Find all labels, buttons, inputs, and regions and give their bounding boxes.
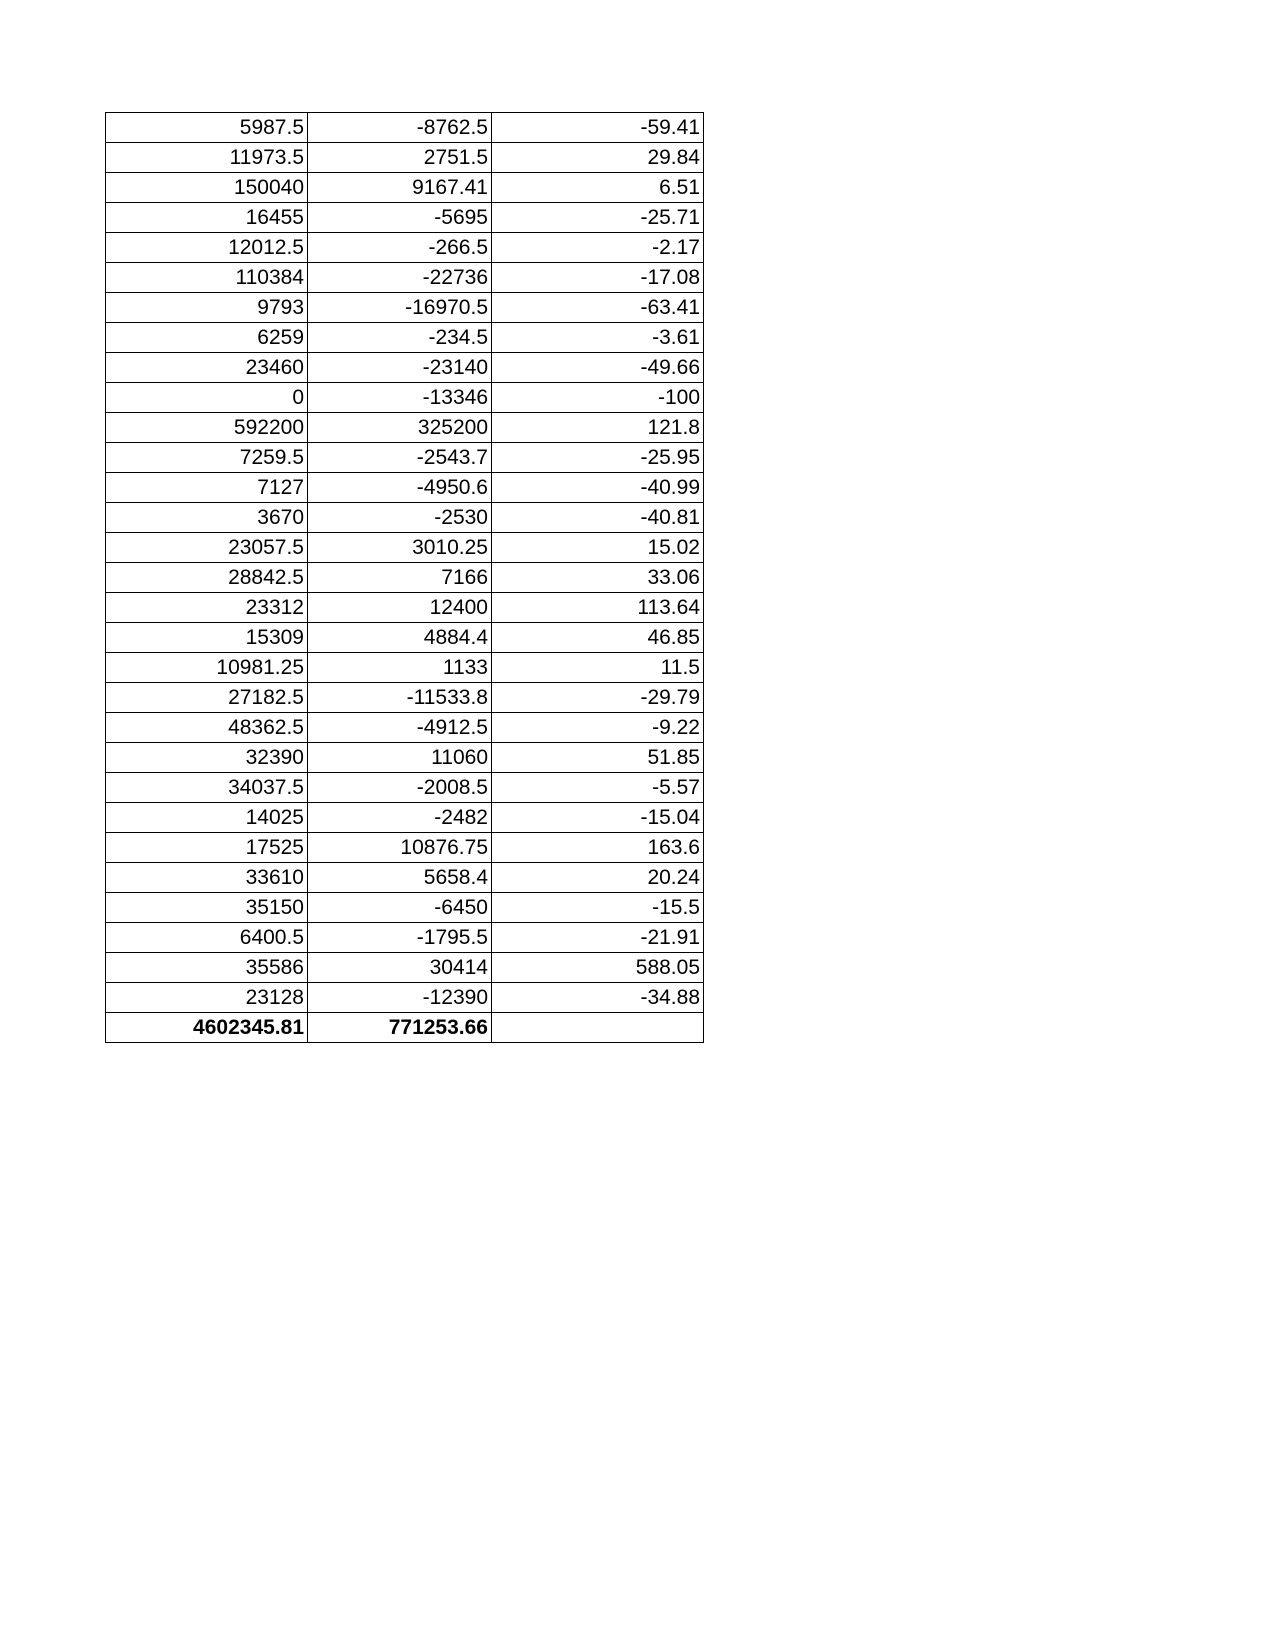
table-cell: 10876.75 bbox=[308, 833, 492, 863]
table-cell: 5987.5 bbox=[106, 113, 308, 143]
table-cell: -234.5 bbox=[308, 323, 492, 353]
table-cell: 11973.5 bbox=[106, 143, 308, 173]
table-cell: -40.81 bbox=[492, 503, 704, 533]
table-row bbox=[106, 683, 704, 713]
table-row bbox=[106, 893, 704, 923]
table-cell: -40.99 bbox=[492, 473, 704, 503]
table-cell: -1795.5 bbox=[308, 923, 492, 953]
total-cell: 4602345.81 bbox=[106, 1013, 308, 1043]
table-cell: -5695 bbox=[308, 203, 492, 233]
table-row bbox=[106, 863, 704, 893]
table-cell: -29.79 bbox=[492, 683, 704, 713]
table-cell: 35586 bbox=[106, 953, 308, 983]
table-row bbox=[106, 113, 704, 143]
table-row bbox=[106, 953, 704, 983]
table-cell: -22736 bbox=[308, 263, 492, 293]
total-row bbox=[106, 1013, 704, 1043]
table-cell: 23128 bbox=[106, 983, 308, 1013]
table-row bbox=[106, 413, 704, 443]
table-cell: 163.6 bbox=[492, 833, 704, 863]
table-cell: 3670 bbox=[106, 503, 308, 533]
table-cell: 17525 bbox=[106, 833, 308, 863]
table-cell: 5658.4 bbox=[308, 863, 492, 893]
table-row bbox=[106, 533, 704, 563]
table-cell: 4884.4 bbox=[308, 623, 492, 653]
table-cell: -266.5 bbox=[308, 233, 492, 263]
table-row bbox=[106, 293, 704, 323]
table-cell: 6259 bbox=[106, 323, 308, 353]
table-cell: -25.95 bbox=[492, 443, 704, 473]
table-cell: 51.85 bbox=[492, 743, 704, 773]
table-cell: 7166 bbox=[308, 563, 492, 593]
table-cell: -25.71 bbox=[492, 203, 704, 233]
table-cell: 588.05 bbox=[492, 953, 704, 983]
table-cell: -59.41 bbox=[492, 113, 704, 143]
table-row bbox=[106, 383, 704, 413]
table-cell: -5.57 bbox=[492, 773, 704, 803]
data-table bbox=[105, 112, 704, 1043]
table-row bbox=[106, 353, 704, 383]
table-cell: 6400.5 bbox=[106, 923, 308, 953]
table-cell: 15309 bbox=[106, 623, 308, 653]
table-cell: 34037.5 bbox=[106, 773, 308, 803]
table-cell: 10981.25 bbox=[106, 653, 308, 683]
table-cell: 15.02 bbox=[492, 533, 704, 563]
table-cell: -8762.5 bbox=[308, 113, 492, 143]
table-cell: -2008.5 bbox=[308, 773, 492, 803]
table-cell: 7127 bbox=[106, 473, 308, 503]
table-row bbox=[106, 833, 704, 863]
table-cell: 325200 bbox=[308, 413, 492, 443]
table-cell: 9167.41 bbox=[308, 173, 492, 203]
table-row bbox=[106, 473, 704, 503]
table-cell: 16455 bbox=[106, 203, 308, 233]
table-cell: 33.06 bbox=[492, 563, 704, 593]
table-row bbox=[106, 233, 704, 263]
table-cell: -9.22 bbox=[492, 713, 704, 743]
table-row bbox=[106, 773, 704, 803]
table-cell: -16970.5 bbox=[308, 293, 492, 323]
table-cell: -12390 bbox=[308, 983, 492, 1013]
table-cell: 2751.5 bbox=[308, 143, 492, 173]
table-row bbox=[106, 443, 704, 473]
table-row bbox=[106, 173, 704, 203]
table-cell: -17.08 bbox=[492, 263, 704, 293]
table-cell: 9793 bbox=[106, 293, 308, 323]
table-cell: 6.51 bbox=[492, 173, 704, 203]
table-cell: 7259.5 bbox=[106, 443, 308, 473]
table-row bbox=[106, 983, 704, 1013]
table-cell: -63.41 bbox=[492, 293, 704, 323]
table-cell: 29.84 bbox=[492, 143, 704, 173]
table-cell: -15.04 bbox=[492, 803, 704, 833]
table-cell: -2.17 bbox=[492, 233, 704, 263]
table-row bbox=[106, 503, 704, 533]
table-cell: -100 bbox=[492, 383, 704, 413]
table-cell: -3.61 bbox=[492, 323, 704, 353]
table-cell: 33610 bbox=[106, 863, 308, 893]
table-row bbox=[106, 263, 704, 293]
table-row bbox=[106, 593, 704, 623]
total-cell: 771253.66 bbox=[308, 1013, 492, 1043]
table-cell: 113.64 bbox=[492, 593, 704, 623]
table-cell: 23460 bbox=[106, 353, 308, 383]
table-cell: 46.85 bbox=[492, 623, 704, 653]
table-row bbox=[106, 653, 704, 683]
table-cell: -2482 bbox=[308, 803, 492, 833]
table-cell: 3010.25 bbox=[308, 533, 492, 563]
table-cell: 110384 bbox=[106, 263, 308, 293]
table-cell: 14025 bbox=[106, 803, 308, 833]
total-cell bbox=[492, 1013, 704, 1043]
table-cell: 11060 bbox=[308, 743, 492, 773]
table-cell: 35150 bbox=[106, 893, 308, 923]
table-cell: 11.5 bbox=[492, 653, 704, 683]
table-cell: -15.5 bbox=[492, 893, 704, 923]
table-row bbox=[106, 713, 704, 743]
table-cell: 32390 bbox=[106, 743, 308, 773]
table-cell: 27182.5 bbox=[106, 683, 308, 713]
table-cell: -13346 bbox=[308, 383, 492, 413]
table-cell: -23140 bbox=[308, 353, 492, 383]
table-cell: 592200 bbox=[106, 413, 308, 443]
table-cell: 1133 bbox=[308, 653, 492, 683]
table-cell: -6450 bbox=[308, 893, 492, 923]
table-cell: 121.8 bbox=[492, 413, 704, 443]
table-row bbox=[106, 923, 704, 953]
table-cell: -4950.6 bbox=[308, 473, 492, 503]
table-cell: 12400 bbox=[308, 593, 492, 623]
table-cell: 23057.5 bbox=[106, 533, 308, 563]
table-row bbox=[106, 803, 704, 833]
table-cell: -2543.7 bbox=[308, 443, 492, 473]
table-cell: -11533.8 bbox=[308, 683, 492, 713]
table-cell: 30414 bbox=[308, 953, 492, 983]
table-row bbox=[106, 563, 704, 593]
table-cell: 12012.5 bbox=[106, 233, 308, 263]
table-row bbox=[106, 623, 704, 653]
table-row bbox=[106, 203, 704, 233]
table-cell: -21.91 bbox=[492, 923, 704, 953]
table-row bbox=[106, 743, 704, 773]
table-cell: 28842.5 bbox=[106, 563, 308, 593]
table-row bbox=[106, 143, 704, 173]
table-cell: 48362.5 bbox=[106, 713, 308, 743]
table-cell: 150040 bbox=[106, 173, 308, 203]
table-cell: 20.24 bbox=[492, 863, 704, 893]
table-cell: 23312 bbox=[106, 593, 308, 623]
table-cell: -2530 bbox=[308, 503, 492, 533]
table-row bbox=[106, 323, 704, 353]
table-cell: -4912.5 bbox=[308, 713, 492, 743]
table-cell: -34.88 bbox=[492, 983, 704, 1013]
table-cell: -49.66 bbox=[492, 353, 704, 383]
table-body bbox=[106, 113, 704, 1043]
table-cell: 0 bbox=[106, 383, 308, 413]
